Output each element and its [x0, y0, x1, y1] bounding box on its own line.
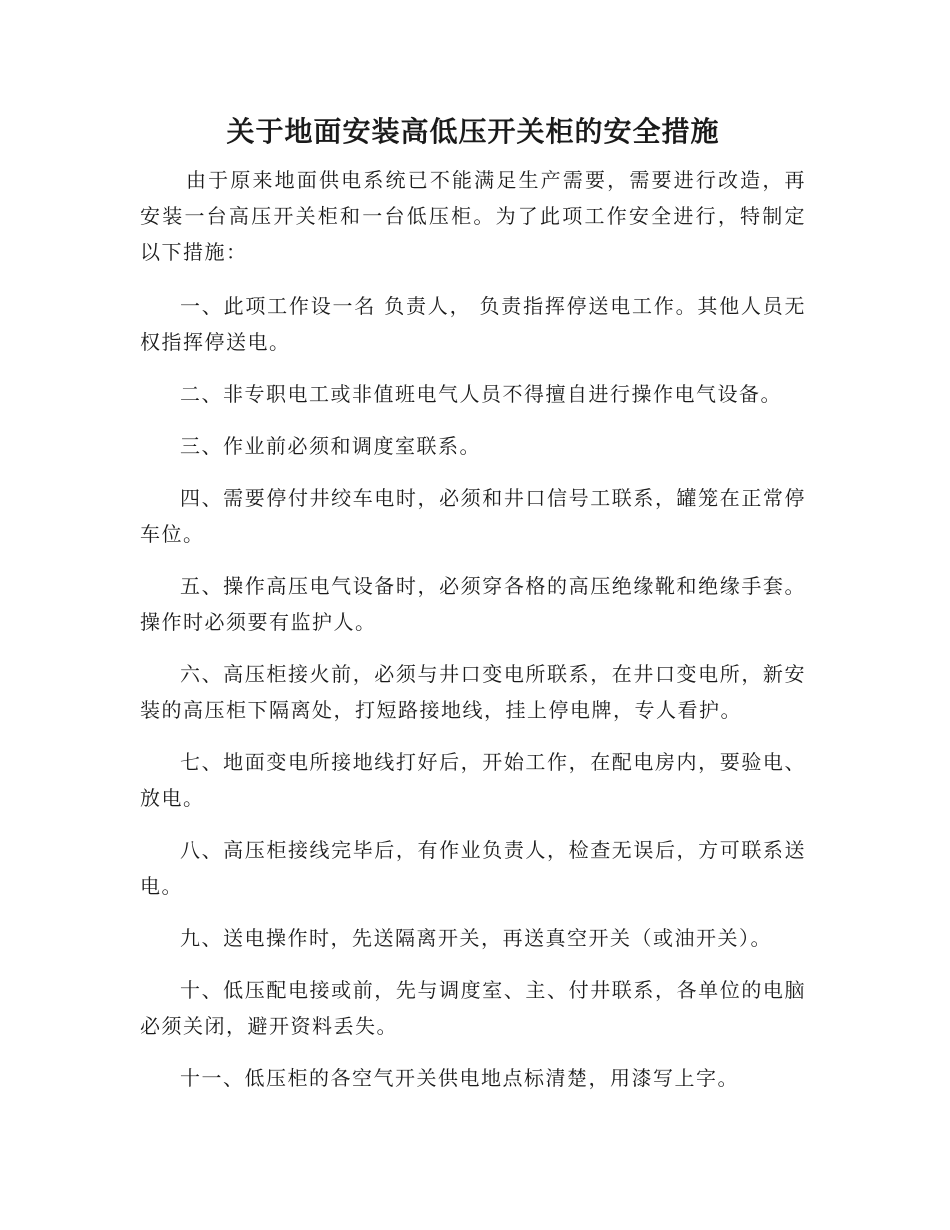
intro-paragraph: 由于原来地面供电系统已不能满足生产需要，需要进行改造，再安装一台高压开关柜和一台低压柜。为了此项工作安全进行，特制定以下措施： [140, 168, 806, 264]
measure-item-2: 二、非专职电工或非值班电气人员不得擅自进行操作电气设备。 [180, 382, 782, 406]
measure-item-4: 四、需要停付井绞车电时，必须和井口信号工联系，罐笼在正常停车位。 [140, 486, 806, 546]
measure-item-6: 六、高压柜接火前，必须与井口变电所联系，在井口变电所，新安装的高压柜下隔离处，打短路接地线，挂上停电牌，专人看护。 [140, 662, 806, 722]
measure-item-5: 五、操作高压电气设备时，必须穿各格的高压绝缘靴和绝缘手套。操作时必须要有监护人。 [140, 574, 806, 634]
measure-item-8: 八、高压柜接线完毕后，有作业负责人，检查无误后，方可联系送电。 [140, 838, 806, 898]
document-title: 关于地面安装高低压开关柜的安全措施 [226, 115, 720, 148]
document-page [140, 112, 806, 1112]
measure-item-3: 三、作业前必须和调度室联系。 [180, 434, 481, 458]
measure-item-7: 七、地面变电所接地线打好后，开始工作，在配电房内，要验电、放电。 [140, 750, 806, 810]
measure-item-11: 十一、低压柜的各空气开关供电地点标清楚，用漆写上字。 [180, 1066, 739, 1090]
measure-item-10: 十、低压配电接或前，先与调度室、主、付井联系，各单位的电脑必须关闭，避开资料丢失。 [140, 978, 806, 1038]
measure-item-1: 一、此项工作设一名 负责人， 负责指挥停送电工作。其他人员无权指挥停送电。 [140, 294, 806, 354]
measure-item-9: 九、送电操作时，先送隔离开关，再送真空开关（或油开关）。 [180, 926, 772, 950]
